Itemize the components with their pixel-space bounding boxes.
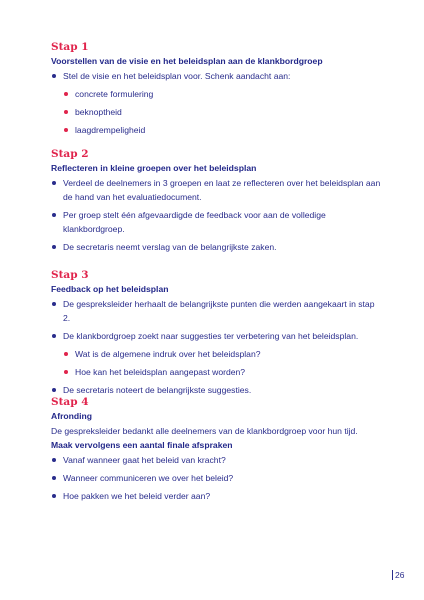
step-subtitle: Reflecteren in kleine groepen over het beleidsplan [51,163,257,173]
page-content [51,40,381,507]
step-2 [51,147,381,261]
sub-bullet-item: concrete formulering [63,87,381,101]
bullet-item: Hoe pakken we het beleid verder aan? [51,489,381,503]
bullet-item: De secretaris neemt verslag van de belangrijkste zaken. [51,240,381,254]
sub-bullet-item: laagdrempeligheid [63,123,381,137]
step-3 [51,268,381,395]
bullet-item: De klankbordgroep zoekt naar suggesties ter verbetering van het beleidsplan. [51,329,381,343]
step-1 [51,40,381,140]
page-number: 26 [392,570,404,580]
step-title: Stap 4 [51,396,89,408]
step-subtitle-2: Maak vervolgens een aantal finale afspraken [51,440,233,450]
bullet-item: De secretaris noteert de belangrijkste suggesties. [51,383,381,397]
bullet-item: Stel de visie en het beleidsplan voor. Schenk aandacht aan: [51,69,381,83]
bullet-item: Wanneer communiceren we over het beleid? [51,471,381,485]
step-title: Stap 2 [51,148,89,160]
step-subtitle: Afronding [51,411,93,421]
bullet-list [51,297,381,397]
bullet-item: Verdeel de deelnemers in 3 groepen en laat ze reflecteren over het beleidsplan aan de hand van het evaluatiedocument. [51,176,381,204]
bullet-item: De gespreksleider herhaalt de belangrijkste punten die werden aangekaart in stap 2. [51,297,381,325]
sub-bullet-item: Wat is de algemene indruk over het beleidsplan? [63,347,381,361]
bullet-item: Per groep stelt één afgevaardigde de feedback voor aan de volledige klankbordgroep. [51,208,381,236]
step-text: De gespreksleider bedankt alle deelnemers van de klankbordgroep voor hun tijd. [51,426,358,436]
step-title: Stap 1 [51,41,89,53]
step-subtitle: Feedback op het beleidsplan [51,284,169,294]
bullet-list [51,176,381,254]
step-4 [51,395,381,503]
step-subtitle: Voorstellen van de visie en het beleidsplan aan de klankbordgroep [51,56,323,66]
bullet-list [51,69,381,137]
bullet-list [51,453,381,503]
sub-bullet-item: Hoe kan het beleidsplan aangepast worden? [63,365,381,379]
step-title: Stap 3 [51,269,89,281]
bullet-item: Vanaf wanneer gaat het beleid van kracht? [51,453,381,467]
sub-bullet-item: beknoptheid [63,105,381,119]
